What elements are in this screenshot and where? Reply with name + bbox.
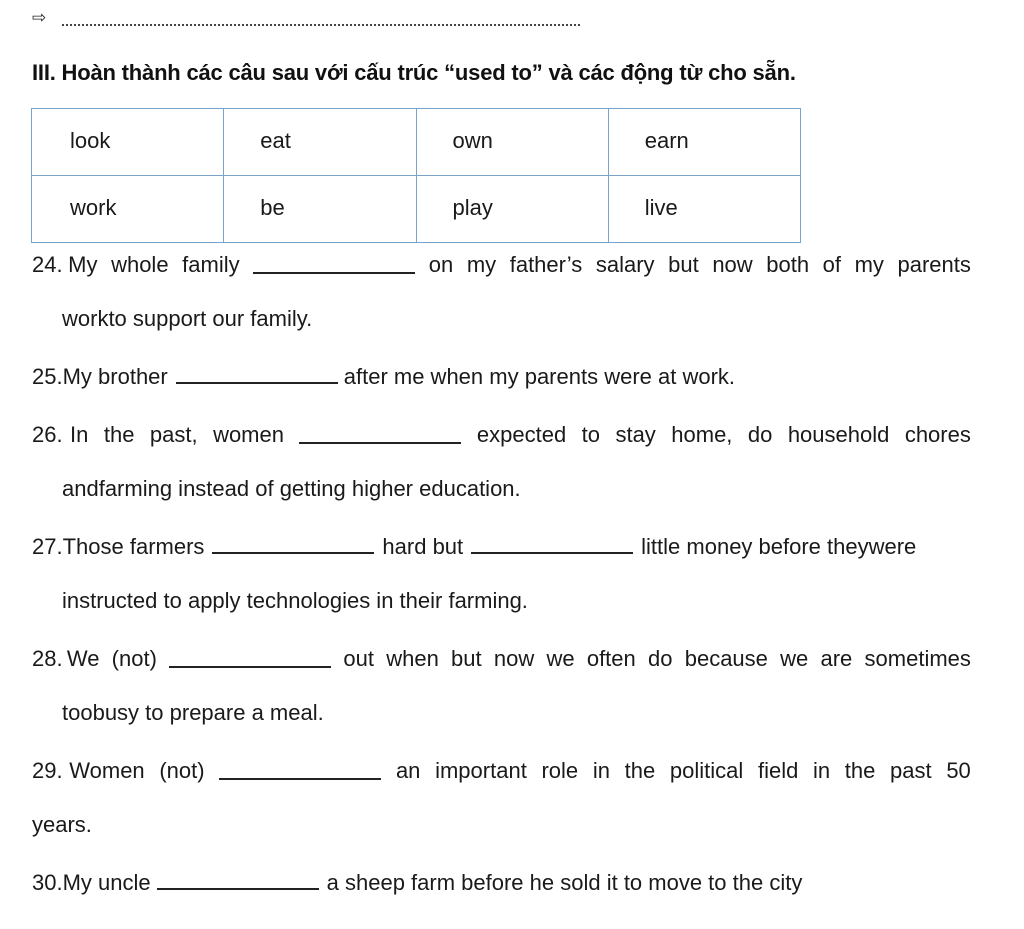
word: now	[712, 252, 753, 277]
word: stay	[615, 422, 656, 447]
answer-blank[interactable]	[219, 778, 381, 780]
word: because	[684, 646, 768, 671]
question-text: little money before theywere	[641, 534, 917, 559]
question-30	[32, 868, 802, 898]
question-number: 30.	[32, 870, 63, 895]
word: out	[343, 646, 374, 671]
word: political	[669, 758, 744, 783]
question-26	[32, 420, 971, 450]
word: 50	[946, 758, 971, 783]
word: do	[648, 646, 673, 671]
question-number: 29.	[32, 758, 63, 783]
question-text: Those farmers	[62, 534, 205, 559]
word: now	[493, 646, 535, 671]
word: important	[435, 758, 527, 783]
answer-line	[32, 4, 592, 34]
answer-blank[interactable]	[212, 552, 374, 554]
word: sometimes	[864, 646, 971, 671]
word: but	[451, 646, 482, 671]
verb-table-row	[32, 109, 801, 176]
word: women	[213, 422, 284, 447]
answer-blank[interactable]	[176, 382, 338, 384]
word: do	[747, 422, 773, 447]
question-29-continuation: years.	[32, 812, 92, 837]
word: expected	[476, 422, 567, 447]
question-number: 25.	[32, 364, 63, 389]
word: chores	[904, 422, 971, 447]
word: my	[854, 252, 884, 277]
word: the	[844, 758, 876, 783]
question-24-continuation: workto support our family.	[62, 306, 313, 331]
word: whole	[111, 252, 169, 277]
question-number: 24.	[32, 252, 63, 277]
section-heading: III. Hoàn thành các câu sau với cấu trúc “used to” và các động từ cho sẵn.	[32, 60, 796, 85]
word: when	[386, 646, 439, 671]
word: in	[812, 758, 831, 783]
question-text: My uncle	[62, 870, 151, 895]
answer-blank[interactable]	[253, 272, 415, 274]
word: we	[780, 646, 809, 671]
word: past	[890, 758, 932, 783]
word: field	[757, 758, 799, 783]
answer-blank[interactable]	[169, 666, 331, 668]
question-number: 27.	[32, 534, 63, 559]
word: past,	[149, 422, 198, 447]
answer-blank[interactable]	[157, 888, 319, 890]
word: of	[822, 252, 842, 277]
verb-cell: play	[416, 176, 608, 243]
question-24	[32, 250, 971, 280]
question-number: 26.	[32, 422, 63, 447]
arrow-right-icon: ⇨	[32, 8, 47, 27]
word: but	[668, 252, 699, 277]
verb-cell: look	[32, 109, 224, 176]
word: role	[541, 758, 579, 783]
question-25	[32, 362, 735, 392]
word: to	[581, 422, 600, 447]
verb-cell: earn	[608, 109, 800, 176]
question-number: 28.	[32, 646, 63, 671]
word: We	[66, 646, 100, 671]
question-27	[32, 532, 916, 562]
word: my	[466, 252, 497, 277]
word: are	[820, 646, 853, 671]
word: (not)	[159, 758, 205, 783]
word: the	[103, 422, 135, 447]
word: the	[624, 758, 656, 783]
word: an	[395, 758, 421, 783]
verb-table	[31, 108, 801, 243]
word: parents	[897, 252, 971, 277]
word: (not)	[111, 646, 157, 671]
word: Women	[69, 758, 145, 783]
verb-cell: eat	[224, 109, 416, 176]
answer-blank[interactable]	[471, 552, 633, 554]
word: we	[546, 646, 575, 671]
verb-cell: be	[224, 176, 416, 243]
verb-cell: own	[416, 109, 608, 176]
verb-cell: live	[608, 176, 800, 243]
question-28	[32, 644, 971, 674]
word: household	[787, 422, 890, 447]
question-29	[32, 756, 971, 786]
question-26-continuation: andfarming instead of getting higher education.	[62, 476, 521, 501]
word: My	[68, 252, 98, 277]
word: on	[428, 252, 454, 277]
answer-blank[interactable]	[299, 442, 461, 444]
question-text: My brother	[62, 364, 168, 389]
question-text: hard but	[382, 534, 464, 559]
word: salary	[595, 252, 655, 277]
word: family	[182, 252, 240, 277]
verb-cell: work	[32, 176, 224, 243]
word: father’s	[509, 252, 583, 277]
verb-table-row	[32, 176, 801, 243]
question-27-continuation: instructed to apply technologies in their farming.	[62, 588, 528, 613]
word: both	[766, 252, 810, 277]
dotted-answer-line	[62, 24, 580, 26]
word: often	[586, 646, 636, 671]
word: In	[70, 422, 89, 447]
question-text: after me when my parents were at work.	[343, 364, 736, 389]
word: in	[592, 758, 610, 783]
question-text: a sheep farm before he sold it to move to the city	[326, 870, 803, 895]
word: home,	[671, 422, 733, 447]
question-28-continuation: toobusy to prepare a meal.	[62, 700, 324, 725]
